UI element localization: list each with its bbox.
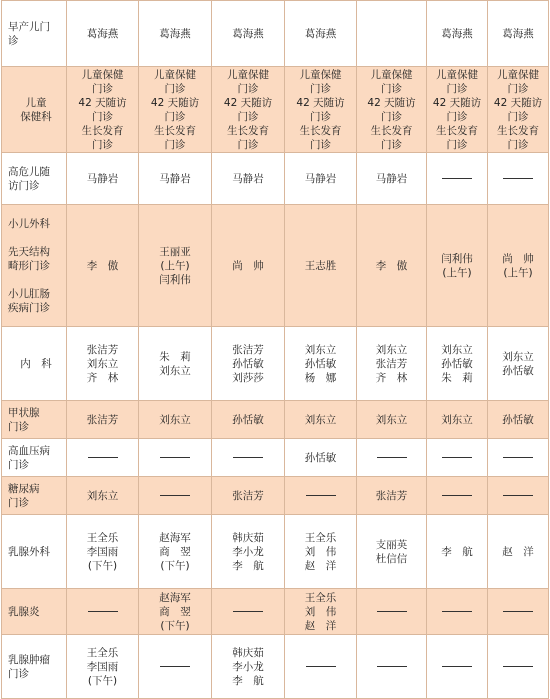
doctor-names: 儿童保健 门诊 42 天随访 门诊 生长发育 门诊 (150, 68, 200, 151)
doctor-names: 刘东立 孙恬敏 朱 莉 (441, 343, 473, 384)
doctor-names: 孙恬敏 (232, 413, 264, 426)
schedule-cell (139, 589, 212, 635)
schedule-cell (285, 477, 357, 515)
schedule-cell (212, 327, 285, 401)
schedule-cell (212, 401, 285, 439)
doctor-names: 刘东立 (375, 413, 408, 426)
doctor-names: 张洁芳 (86, 413, 119, 426)
no-clinic-dash (377, 611, 407, 612)
doctor-names: 葛海燕 (502, 27, 534, 40)
doctor-names: 朱 莉 刘东立 (159, 350, 191, 377)
no-clinic-dash (88, 611, 118, 612)
table-row (2, 515, 549, 589)
schedule-cell (488, 401, 549, 439)
schedule-cell (357, 401, 427, 439)
schedule-cell (67, 477, 139, 515)
schedule-cell (357, 327, 427, 401)
table-row (2, 205, 549, 327)
doctor-names: 支丽英 杜信信 (375, 538, 408, 565)
department-label: 高血压病 门诊 (8, 444, 50, 471)
department-cell (2, 67, 67, 153)
table-row (2, 477, 549, 515)
department-label: 高危儿随 访门诊 (8, 165, 50, 192)
no-clinic-dash (233, 457, 263, 458)
schedule-cell (427, 205, 488, 327)
no-clinic-dash (503, 178, 533, 179)
schedule-cell (357, 439, 427, 477)
table-row (2, 589, 549, 635)
department-label: 早产儿门 诊 (8, 20, 50, 47)
schedule-cell (488, 327, 549, 401)
doctor-names: 葛海燕 (86, 27, 119, 40)
schedule-cell (139, 327, 212, 401)
schedule-cell (357, 1, 427, 67)
doctor-names: 刘东立 (159, 413, 191, 426)
schedule-cell (139, 635, 212, 699)
doctor-names: 葛海燕 (441, 27, 473, 40)
doctor-names: 儿童保健 门诊 42 天随访 门诊 生长发育 门诊 (367, 68, 416, 151)
doctor-names: 孙恬敏 (304, 451, 337, 464)
schedule-cell (285, 153, 357, 205)
schedule-cell (285, 1, 357, 67)
schedule-cell (212, 589, 285, 635)
no-clinic-dash (160, 495, 190, 496)
no-clinic-dash (503, 666, 533, 667)
clinic-schedule-table (1, 0, 549, 699)
schedule-cell (427, 1, 488, 67)
doctor-names: 张洁芳 刘东立 齐 林 (86, 343, 119, 384)
doctor-names: 葛海燕 (159, 27, 191, 40)
schedule-cell (139, 67, 212, 153)
schedule-cell (139, 439, 212, 477)
schedule-cell (139, 205, 212, 327)
schedule-cell (285, 401, 357, 439)
doctor-names: 刘东立 (441, 413, 473, 426)
doctor-names: 葛海燕 (232, 27, 264, 40)
schedule-cell (67, 1, 139, 67)
no-clinic-dash (442, 611, 472, 612)
schedule-cell (427, 327, 488, 401)
schedule-cell (139, 477, 212, 515)
schedule-cell (427, 477, 488, 515)
department-cell (2, 1, 67, 67)
no-clinic-dash (442, 495, 472, 496)
department-label: 糖尿病 门诊 (8, 482, 40, 509)
no-clinic-dash (442, 457, 472, 458)
schedule-cell (488, 439, 549, 477)
schedule-cell (212, 439, 285, 477)
schedule-cell (488, 515, 549, 589)
doctor-names: 儿童保健 门诊 42 天随访 门诊 生长发育 门诊 (296, 68, 345, 151)
doctor-names: 刘东立 (86, 489, 119, 502)
no-clinic-dash (306, 666, 336, 667)
table-row (2, 67, 549, 153)
schedule-cell (67, 327, 139, 401)
schedule-cell (67, 635, 139, 699)
schedule-cell (488, 589, 549, 635)
department-label: 乳腺肿瘤 门诊 (8, 653, 50, 680)
no-clinic-dash (442, 178, 472, 179)
doctor-names: 孙恬敏 (502, 413, 534, 426)
no-clinic-dash (377, 666, 407, 667)
doctor-names: 王全乐 刘 伟 赵 洋 (304, 591, 337, 632)
schedule-cell (212, 67, 285, 153)
department-label: 内 科 (20, 357, 52, 370)
doctor-names: 李 傲 (375, 259, 408, 272)
schedule-cell (285, 635, 357, 699)
doctor-names: 赵海军 商 翌 (下午) (159, 591, 191, 632)
schedule-cell (139, 1, 212, 67)
schedule-cell (285, 439, 357, 477)
doctor-names: 赵 洋 (502, 545, 534, 558)
schedule-cell (285, 67, 357, 153)
schedule-cell (357, 589, 427, 635)
table-row (2, 439, 549, 477)
doctor-names: 刘东立 孙恬敏 杨 娜 (304, 343, 337, 384)
schedule-cell (427, 515, 488, 589)
schedule-cell (67, 153, 139, 205)
schedule-cell (285, 327, 357, 401)
doctor-names: 刘东立 孙恬敏 (502, 350, 534, 377)
no-clinic-dash (503, 495, 533, 496)
department-label: 甲状腺 门诊 (8, 406, 40, 433)
schedule-cell (285, 515, 357, 589)
department-label: 乳腺炎 (8, 605, 40, 618)
schedule-cell (139, 515, 212, 589)
doctor-names: 尚 帅 (232, 259, 264, 272)
schedule-cell (67, 401, 139, 439)
no-clinic-dash (306, 495, 336, 496)
schedule-cell (212, 205, 285, 327)
schedule-cell (357, 153, 427, 205)
table-row (2, 153, 549, 205)
schedule-cell (427, 401, 488, 439)
table-row (2, 1, 549, 67)
doctor-names: 马静岩 (304, 172, 337, 185)
doctor-names: 张洁芳 (232, 489, 264, 502)
schedule-cell (427, 67, 488, 153)
schedule-cell (139, 401, 212, 439)
schedule-cell (285, 589, 357, 635)
no-clinic-dash (503, 457, 533, 458)
schedule-cell (285, 205, 357, 327)
doctor-names: 王全乐 李国雨 (下午) (86, 646, 119, 687)
department-label: 儿童 保健科 (20, 96, 52, 123)
no-clinic-dash (88, 457, 118, 458)
department-cell (2, 589, 67, 635)
schedule-cell (427, 589, 488, 635)
doctor-names: 王全乐 李国雨 (下午) (86, 531, 119, 572)
doctor-names: 儿童保健 门诊 42 天随访 门诊 生长发育 门诊 (223, 68, 273, 151)
schedule-cell (67, 205, 139, 327)
schedule-cell (357, 67, 427, 153)
schedule-cell (67, 589, 139, 635)
doctor-names: 马静岩 (159, 172, 191, 185)
no-clinic-dash (442, 666, 472, 667)
department-cell (2, 477, 67, 515)
department-cell (2, 439, 67, 477)
doctor-names: 闫利伟 (上午) (441, 252, 473, 279)
doctor-names: 韩庆茹 李小龙 李 航 (232, 646, 264, 687)
schedule-cell (427, 635, 488, 699)
schedule-cell (488, 205, 549, 327)
doctor-names: 李 傲 (86, 259, 119, 272)
table-row (2, 327, 549, 401)
doctor-names: 王丽亚 (上午) 闫利伟 (159, 245, 191, 286)
doctor-names: 儿童保健 门诊 42 天随访 门诊 生长发育 门诊 (432, 68, 482, 151)
schedule-cell (212, 477, 285, 515)
no-clinic-dash (160, 457, 190, 458)
schedule-cell (357, 477, 427, 515)
no-clinic-dash (503, 611, 533, 612)
no-clinic-dash (233, 611, 263, 612)
department-label: 小儿外科 先天结构 畸形门诊 小儿肛肠 疾病门诊 (8, 217, 50, 314)
doctor-names: 马静岩 (86, 172, 119, 185)
schedule-cell (139, 153, 212, 205)
schedule-cell (212, 1, 285, 67)
schedule-cell (488, 477, 549, 515)
schedule-cell (357, 515, 427, 589)
schedule-cell (427, 439, 488, 477)
schedule-cell (488, 153, 549, 205)
department-cell (2, 153, 67, 205)
no-clinic-dash (377, 457, 407, 458)
schedule-cell (357, 205, 427, 327)
doctor-names: 马静岩 (232, 172, 264, 185)
doctor-names: 张洁芳 孙恬敏 刘莎莎 (232, 343, 264, 384)
doctor-names: 刘东立 (304, 413, 337, 426)
table-row (2, 635, 549, 699)
no-clinic-dash (160, 666, 190, 667)
department-cell (2, 401, 67, 439)
schedule-cell (488, 1, 549, 67)
doctor-names: 赵海军 商 翌 (下午) (159, 531, 191, 572)
schedule-cell (488, 635, 549, 699)
department-cell (2, 515, 67, 589)
doctor-names: 儿童保健 门诊 42 天随访 门诊 生长发育 门诊 (78, 68, 127, 151)
schedule-cell (67, 67, 139, 153)
doctor-names: 儿童保健 门诊 42 天随访 门诊 生长发育 门诊 (493, 68, 543, 151)
schedule-cell (212, 635, 285, 699)
schedule-cell (67, 439, 139, 477)
doctor-names: 马静岩 (375, 172, 408, 185)
doctor-names: 李 航 (441, 545, 473, 558)
department-cell (2, 327, 67, 401)
schedule-cell (427, 153, 488, 205)
doctor-names: 王全乐 刘 伟 赵 洋 (304, 531, 337, 572)
schedule-cell (67, 515, 139, 589)
doctor-names: 尚 帅 (上午) (502, 252, 534, 279)
schedule-cell (488, 67, 549, 153)
schedule-cell (357, 635, 427, 699)
doctor-names: 韩庆茹 李小龙 李 航 (232, 531, 264, 572)
schedule-cell (212, 153, 285, 205)
department-cell (2, 205, 67, 327)
doctor-names: 王志胜 (304, 259, 337, 272)
schedule-cell (212, 515, 285, 589)
department-label: 乳腺外科 (8, 545, 50, 558)
department-cell (2, 635, 67, 699)
doctor-names: 张洁芳 (375, 489, 408, 502)
doctor-names: 葛海燕 (304, 27, 337, 40)
doctor-names: 刘东立 张洁芳 齐 林 (375, 343, 408, 384)
table-row (2, 401, 549, 439)
